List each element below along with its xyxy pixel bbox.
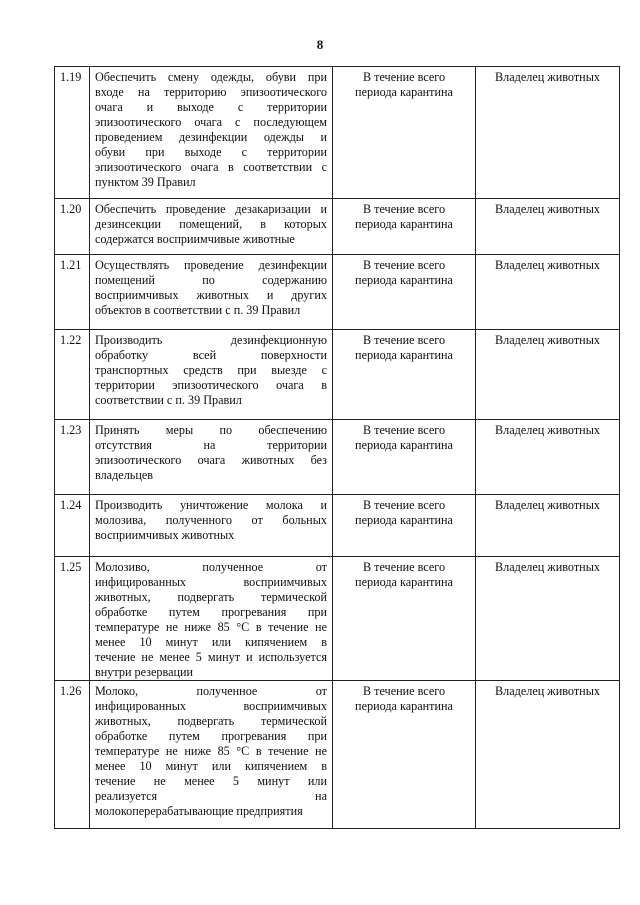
measure-line: проведением дезинфекции одежды и — [95, 130, 327, 144]
measure-line: обработке путем прогревания при — [95, 729, 327, 743]
term-cell — [333, 681, 476, 829]
table-row — [55, 681, 620, 829]
measure-line: пунктом 39 Правил — [95, 175, 196, 189]
term-cell — [333, 199, 476, 255]
measure-line: течение не менее 5 минут или — [95, 774, 327, 788]
responsible-cell: Владелец животных — [476, 557, 620, 681]
measure-line: эпизоотического очага с последующем — [95, 115, 327, 129]
term-cell — [333, 330, 476, 420]
term-cell — [333, 420, 476, 495]
term-cell — [333, 255, 476, 330]
measure-line: эпизоотического очага в соответствии с — [95, 160, 327, 174]
measure-line: животных, подвергать термической — [95, 590, 327, 604]
measure-line: Молоко, полученное от — [95, 684, 327, 698]
term-cell — [333, 67, 476, 199]
responsible-cell: Владелец животных — [476, 67, 620, 199]
measure-text — [90, 420, 333, 495]
table-row — [55, 420, 620, 495]
measure-line: Молозиво, полученное от — [95, 560, 327, 574]
measure-line: менее 10 минут или кипячением в — [95, 759, 327, 773]
measure-line: дезинсекции помещений, в которых — [95, 217, 327, 231]
term-line: периода карантина — [355, 575, 453, 589]
measure-line: животных, подвергать термической — [95, 714, 327, 728]
term-line: В течение всего — [362, 560, 446, 574]
measure-line: молокоперерабатывающие предприятия — [95, 804, 303, 818]
measure-line: территории эпизоотического очага в — [95, 378, 327, 392]
responsible-cell: Владелец животных — [476, 420, 620, 495]
measure-line: восприимчивых животных — [95, 528, 235, 542]
table-row — [55, 67, 620, 199]
term-line: В течение всего — [362, 684, 446, 698]
measure-line: владельцев — [95, 468, 154, 482]
page-number: 8 — [316, 37, 324, 52]
measure-line: очага и выходе с территории — [95, 100, 327, 114]
measure-line: обработке путем прогревания при — [95, 605, 327, 619]
measure-line: реализуется на — [95, 789, 327, 803]
measure-line: отсутствия на территории — [95, 438, 327, 452]
measure-line: внутри резервации — [95, 665, 194, 679]
item-number: 1.24 — [55, 495, 90, 557]
measure-line: Производить уничтожение молока и — [95, 498, 327, 512]
measure-line: обработку всей поверхности — [95, 348, 327, 362]
measure-line: течение не менее 5 минут и используется — [95, 650, 327, 664]
item-number: 1.23 — [55, 420, 90, 495]
term-line: В течение всего — [362, 498, 446, 512]
measure-line: температуре не ниже 85 °С в течение не — [95, 744, 327, 758]
measure-line: инфицированных восприимчивых — [95, 699, 327, 713]
table-row — [55, 330, 620, 420]
table-body — [55, 67, 620, 829]
term-line: В течение всего — [362, 423, 446, 437]
term-line: В течение всего — [362, 333, 446, 347]
measure-text — [90, 255, 333, 330]
term-cell — [333, 557, 476, 681]
responsible-cell: Владелец животных — [476, 330, 620, 420]
table-row — [55, 199, 620, 255]
measure-line: Обеспечить смену одежды, обуви при — [95, 70, 327, 84]
measure-line: Производить дезинфекционную — [95, 333, 327, 347]
measure-text — [90, 199, 333, 255]
measure-text — [90, 681, 333, 829]
term-line: В течение всего — [362, 202, 446, 216]
item-number: 1.21 — [55, 255, 90, 330]
measure-line: объектов в соответствии с п. 39 Правил — [95, 303, 301, 317]
measure-line: соответствии с п. 39 Правил — [95, 393, 242, 407]
term-line: периода карантина — [355, 699, 453, 713]
measure-text — [90, 557, 333, 681]
table-row — [55, 557, 620, 681]
measure-text — [90, 330, 333, 420]
measure-line: Осуществлять проведение дезинфекции — [95, 258, 327, 272]
term-line: периода карантина — [355, 217, 453, 231]
measure-text — [90, 495, 333, 557]
responsible-cell: Владелец животных — [476, 255, 620, 330]
measure-line: молозива, полученного от больных — [95, 513, 327, 527]
term-cell — [333, 495, 476, 557]
measure-line: температуре не ниже 85 °С в течение не — [95, 620, 327, 634]
responsible-cell: Владелец животных — [476, 199, 620, 255]
measure-line: менее 10 минут или кипячением в — [95, 635, 327, 649]
measure-text — [90, 67, 333, 199]
quarantine-measures-table — [54, 66, 620, 829]
term-line: периода карантина — [355, 85, 453, 99]
responsible-cell: Владелец животных — [476, 495, 620, 557]
item-number: 1.22 — [55, 330, 90, 420]
measure-line: Принять меры по обеспечению — [95, 423, 327, 437]
measure-line: эпизоотического очага животных без — [95, 453, 327, 467]
measure-line: транспортных средств при выезде с — [95, 363, 327, 377]
term-line: периода карантина — [355, 513, 453, 527]
term-line: В течение всего — [362, 258, 446, 272]
item-number: 1.26 — [55, 681, 90, 829]
table-row — [55, 495, 620, 557]
measure-line: помещений по содержанию — [95, 273, 327, 287]
measure-line: содержатся восприимчивые животные — [95, 232, 295, 246]
term-line: периода карантина — [355, 273, 453, 287]
measure-line: Обеспечить проведение дезакаризации и — [95, 202, 327, 216]
item-number: 1.25 — [55, 557, 90, 681]
term-line: В течение всего — [362, 70, 446, 84]
responsible-cell: Владелец животных — [476, 681, 620, 829]
item-number: 1.19 — [55, 67, 90, 199]
term-line: периода карантина — [355, 438, 453, 452]
measure-line: восприимчивых животных и других — [95, 288, 327, 302]
measure-line: входе на территорию эпизоотического — [95, 85, 327, 99]
table-row — [55, 255, 620, 330]
item-number: 1.20 — [55, 199, 90, 255]
measure-line: обуви при выходе с территории — [95, 145, 327, 159]
measure-line: инфицированных восприимчивых — [95, 575, 327, 589]
term-line: периода карантина — [355, 348, 453, 362]
